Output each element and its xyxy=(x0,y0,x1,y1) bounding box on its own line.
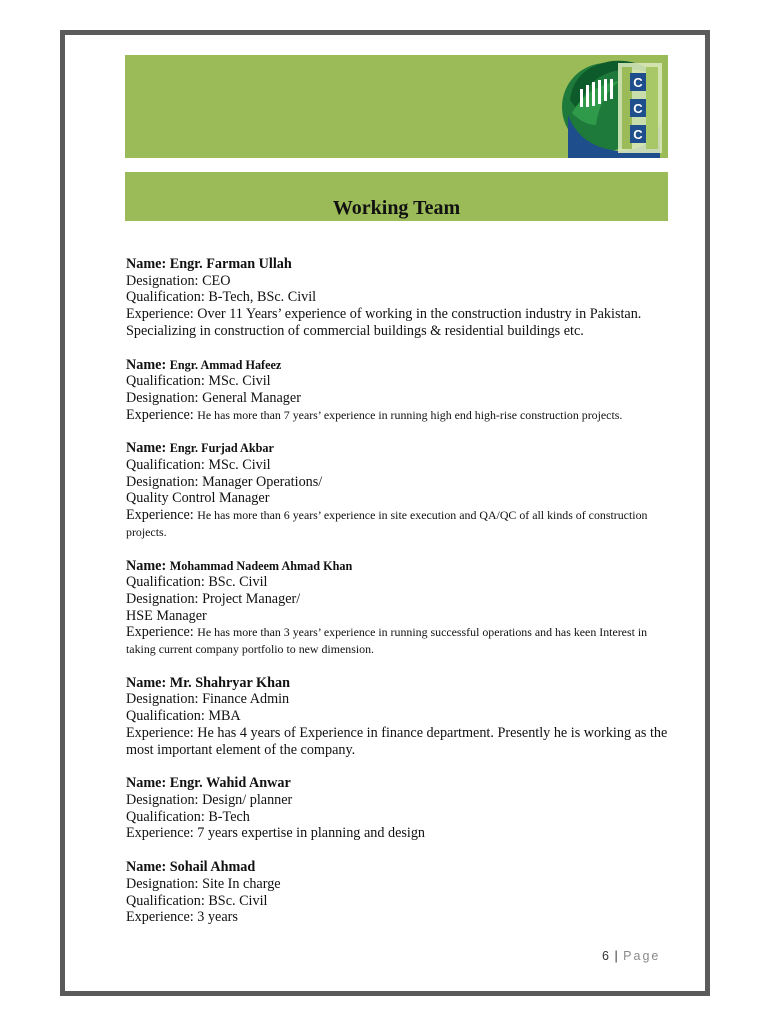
field-value: B-Tech, BSc. Civil xyxy=(208,289,317,306)
detail-line xyxy=(126,289,671,306)
field-value: Finance Admin xyxy=(202,691,290,708)
field-value: Quality Control Manager xyxy=(126,490,270,507)
detail-line xyxy=(126,591,671,608)
detail-line xyxy=(126,306,671,339)
detail-line xyxy=(126,725,671,758)
team-list xyxy=(126,256,671,943)
field-label: Experience: xyxy=(126,306,194,323)
member-name: Engr. Ammad Hafeez xyxy=(169,357,282,372)
field-value: MSc. Civil xyxy=(208,457,271,474)
name-label: Name: xyxy=(126,775,167,792)
field-value: B-Tech xyxy=(208,808,250,825)
logo-letter: C xyxy=(633,75,643,90)
detail-line xyxy=(126,792,671,809)
member-name: Mr. Shahryar Khan xyxy=(169,674,290,691)
name-label: Name: xyxy=(126,674,167,691)
page-label: Page xyxy=(623,949,661,963)
page-number: 6 xyxy=(602,949,610,963)
name-label: Name: xyxy=(126,557,167,574)
team-member xyxy=(126,859,671,926)
field-value: Over 11 Years’ experience of working in the construction industry in Pakistan. Specializing in construction of commercial buildings & residential buildings etc. xyxy=(126,306,642,339)
name-label: Name: xyxy=(126,356,167,373)
field-label: Experience: xyxy=(126,724,194,741)
name-label: Name: xyxy=(126,256,167,272)
member-name-line xyxy=(126,440,671,457)
field-value: MBA xyxy=(208,708,241,725)
field-label: Experience: xyxy=(126,624,194,641)
detail-line xyxy=(126,624,671,657)
field-label: Experience: xyxy=(126,825,194,842)
field-label: Designation: xyxy=(126,272,199,289)
detail-line xyxy=(126,390,671,407)
field-label: Qualification: xyxy=(126,373,205,390)
field-value: Manager Operations/ xyxy=(202,473,323,490)
team-member xyxy=(126,775,671,842)
field-value: He has more than 7 years’ experience in running high end high-rise construction projects. xyxy=(197,407,623,422)
field-value: MSc. Civil xyxy=(208,373,271,390)
detail-line xyxy=(126,407,671,424)
title-bar xyxy=(125,172,668,221)
page-footer xyxy=(602,949,660,963)
field-value: 7 years expertise in planning and design xyxy=(197,825,426,842)
field-label: Experience: xyxy=(126,909,194,926)
field-value: General Manager xyxy=(202,389,301,406)
field-value: He has more than 3 years’ experience in running successful operations and has keen Interest in taking current company portfolio to new dimension. xyxy=(126,625,648,657)
detail-line xyxy=(126,457,671,474)
field-label: Designation: xyxy=(126,791,199,808)
member-name-line xyxy=(126,675,671,692)
logo-letter: C xyxy=(633,101,643,116)
field-label: Qualification: xyxy=(126,808,205,825)
footer-separator: | xyxy=(614,949,619,963)
field-value: He has 4 years of Experience in finance department. Presently he is working as the most important element of the company. xyxy=(126,724,668,758)
team-member xyxy=(126,357,671,424)
field-value: BSc. Civil xyxy=(208,574,268,591)
detail-line xyxy=(126,809,671,826)
team-member xyxy=(126,440,671,540)
team-member xyxy=(126,675,671,759)
field-label: Qualification: xyxy=(126,708,205,725)
detail-line xyxy=(126,490,671,507)
detail-line xyxy=(126,893,671,910)
detail-line xyxy=(126,708,671,725)
team-member xyxy=(126,558,671,658)
field-label: Designation: xyxy=(126,473,199,490)
member-name-line xyxy=(126,558,671,575)
detail-line xyxy=(126,825,671,842)
field-value: HSE Manager xyxy=(126,607,207,624)
member-name: Engr. Wahid Anwar xyxy=(169,775,291,792)
field-label: Qualification: xyxy=(126,892,205,909)
detail-line xyxy=(126,909,671,926)
member-name: Mohammad Nadeem Ahmad Khan xyxy=(169,558,353,573)
detail-line xyxy=(126,691,671,708)
field-label: Designation: xyxy=(126,590,199,607)
field-label: Qualification: xyxy=(126,457,205,474)
field-value: Design/ planner xyxy=(202,791,293,808)
field-label: Designation: xyxy=(126,389,199,406)
member-name-line xyxy=(126,256,671,273)
member-name: Sohail Ahmad xyxy=(169,859,256,876)
field-value: Site In charge xyxy=(202,875,281,892)
field-value: BSc. Civil xyxy=(208,892,268,909)
member-name-line xyxy=(126,859,671,876)
field-label: Qualification: xyxy=(126,574,205,591)
detail-line xyxy=(126,507,671,540)
name-label: Name: xyxy=(126,859,167,876)
page-title: Working Team xyxy=(332,197,461,219)
field-label: Qualification: xyxy=(126,289,205,306)
field-label: Designation: xyxy=(126,691,199,708)
member-name: Engr. Furjad Akbar xyxy=(169,441,274,456)
company-logo xyxy=(560,55,668,158)
detail-line xyxy=(126,876,671,893)
name-label: Name: xyxy=(126,440,167,457)
member-name-line xyxy=(126,357,671,374)
field-label: Designation: xyxy=(126,875,199,892)
field-value: Project Manager/ xyxy=(202,590,301,607)
field-value: He has more than 6 years’ experience in site execution and QA/QC of all kinds of construction projects. xyxy=(126,508,648,539)
detail-line xyxy=(126,373,671,390)
team-member xyxy=(126,256,671,340)
detail-line xyxy=(126,574,671,591)
detail-line xyxy=(126,273,671,290)
field-label: Experience: xyxy=(126,507,194,524)
member-name-line xyxy=(126,775,671,792)
logo-letter: C xyxy=(633,127,643,142)
detail-line xyxy=(126,474,671,491)
member-name: Engr. Farman Ullah xyxy=(169,256,292,272)
field-value: CEO xyxy=(202,272,231,289)
field-label: Experience: xyxy=(126,406,194,423)
field-value: 3 years xyxy=(197,909,238,926)
detail-line xyxy=(126,608,671,625)
